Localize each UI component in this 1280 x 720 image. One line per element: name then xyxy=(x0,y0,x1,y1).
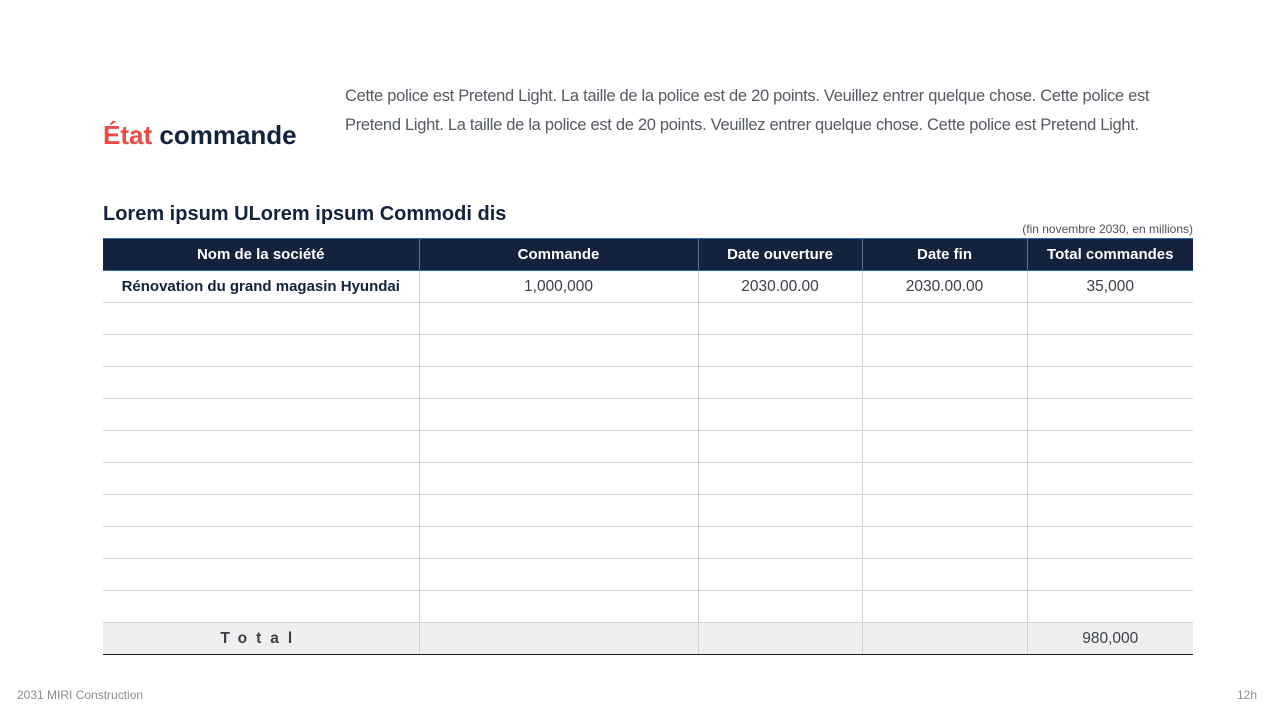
total-cell-empty xyxy=(862,623,1027,655)
cell-company xyxy=(103,431,419,463)
header-end-date: Date fin xyxy=(862,239,1027,271)
cell-end-date xyxy=(862,559,1027,591)
cell-start-date xyxy=(698,463,862,495)
cell-start-date: 2030.00.00 xyxy=(698,271,862,303)
table-row xyxy=(103,495,1193,527)
cell-order xyxy=(419,431,698,463)
cell-order xyxy=(419,527,698,559)
cell-end-date xyxy=(862,463,1027,495)
table-row xyxy=(103,431,1193,463)
table-row xyxy=(103,399,1193,431)
cell-company xyxy=(103,527,419,559)
table-row xyxy=(103,559,1193,591)
table-row xyxy=(103,527,1193,559)
table-row xyxy=(103,591,1193,623)
cell-end-date xyxy=(862,495,1027,527)
cell-total-orders xyxy=(1027,303,1193,335)
page-title-rest: commande xyxy=(159,120,297,150)
cell-order xyxy=(419,591,698,623)
table-row xyxy=(103,463,1193,495)
total-row xyxy=(103,623,1193,655)
footer-company: 2031 MIRI Construction xyxy=(17,688,144,702)
cell-company xyxy=(103,495,419,527)
cell-company xyxy=(103,463,419,495)
cell-start-date xyxy=(698,399,862,431)
table-header-row xyxy=(103,239,1193,271)
total-cell-empty xyxy=(419,623,698,655)
cell-order xyxy=(419,399,698,431)
cell-end-date: 2030.00.00 xyxy=(862,271,1027,303)
cell-end-date xyxy=(862,335,1027,367)
cell-company xyxy=(103,335,419,367)
cell-company xyxy=(103,591,419,623)
cell-order xyxy=(419,367,698,399)
cell-end-date xyxy=(862,399,1027,431)
cell-total-orders xyxy=(1027,399,1193,431)
footer-page: 12h xyxy=(1236,688,1257,702)
cell-company: Rénovation du grand magasin Hyundai xyxy=(103,271,419,303)
cell-company xyxy=(103,399,419,431)
cell-total-orders: 35,000 xyxy=(1027,271,1193,303)
total-label: Total xyxy=(103,623,419,655)
table-row xyxy=(103,335,1193,367)
cell-company xyxy=(103,367,419,399)
cell-company xyxy=(103,303,419,335)
cell-start-date xyxy=(698,303,862,335)
table-row xyxy=(103,367,1193,399)
table-body xyxy=(103,271,1193,623)
cell-start-date xyxy=(698,431,862,463)
section-subtitle: Lorem ipsum ULorem ipsum Commodi dis xyxy=(103,203,507,225)
cell-start-date xyxy=(698,559,862,591)
table-row xyxy=(103,271,1193,303)
cell-total-orders xyxy=(1027,335,1193,367)
cell-order: 1,000,000 xyxy=(419,271,698,303)
header-start-date: Date ouverture xyxy=(698,239,862,271)
total-value: 980,000 xyxy=(1027,623,1193,655)
cell-order xyxy=(419,463,698,495)
cell-end-date xyxy=(862,527,1027,559)
cell-total-orders xyxy=(1027,495,1193,527)
cell-total-orders xyxy=(1027,431,1193,463)
cell-start-date xyxy=(698,495,862,527)
cell-total-orders xyxy=(1027,591,1193,623)
table-row xyxy=(103,303,1193,335)
cell-order xyxy=(419,495,698,527)
cell-start-date xyxy=(698,591,862,623)
cell-end-date xyxy=(862,303,1027,335)
cell-start-date xyxy=(698,367,862,399)
intro-text: Cette police est Pretend Light. La taille de la police est de 20 points. Veuillez entrer quelque chose. Cette police est Pretend Light. La taille de la police est de 20 points. Veuillez entrer quelque chose. Cette police est Pretend Light. xyxy=(345,87,1150,134)
cell-end-date xyxy=(862,591,1027,623)
orders-table xyxy=(103,238,1193,655)
cell-order xyxy=(419,335,698,367)
cell-total-orders xyxy=(1027,527,1193,559)
cell-start-date xyxy=(698,335,862,367)
header-order: Commande xyxy=(419,239,698,271)
cell-total-orders xyxy=(1027,559,1193,591)
cell-company xyxy=(103,559,419,591)
cell-end-date xyxy=(862,431,1027,463)
cell-total-orders xyxy=(1027,367,1193,399)
unit-note: (fin novembre 2030, en millions) xyxy=(1022,222,1193,236)
cell-total-orders xyxy=(1027,463,1193,495)
cell-start-date xyxy=(698,527,862,559)
header-company: Nom de la société xyxy=(103,239,419,271)
total-cell-empty xyxy=(698,623,862,655)
header-total-orders: Total commandes xyxy=(1027,239,1193,271)
cell-order xyxy=(419,559,698,591)
cell-end-date xyxy=(862,367,1027,399)
cell-order xyxy=(419,303,698,335)
page-title-accent: État xyxy=(103,120,153,150)
page-title xyxy=(103,120,297,151)
